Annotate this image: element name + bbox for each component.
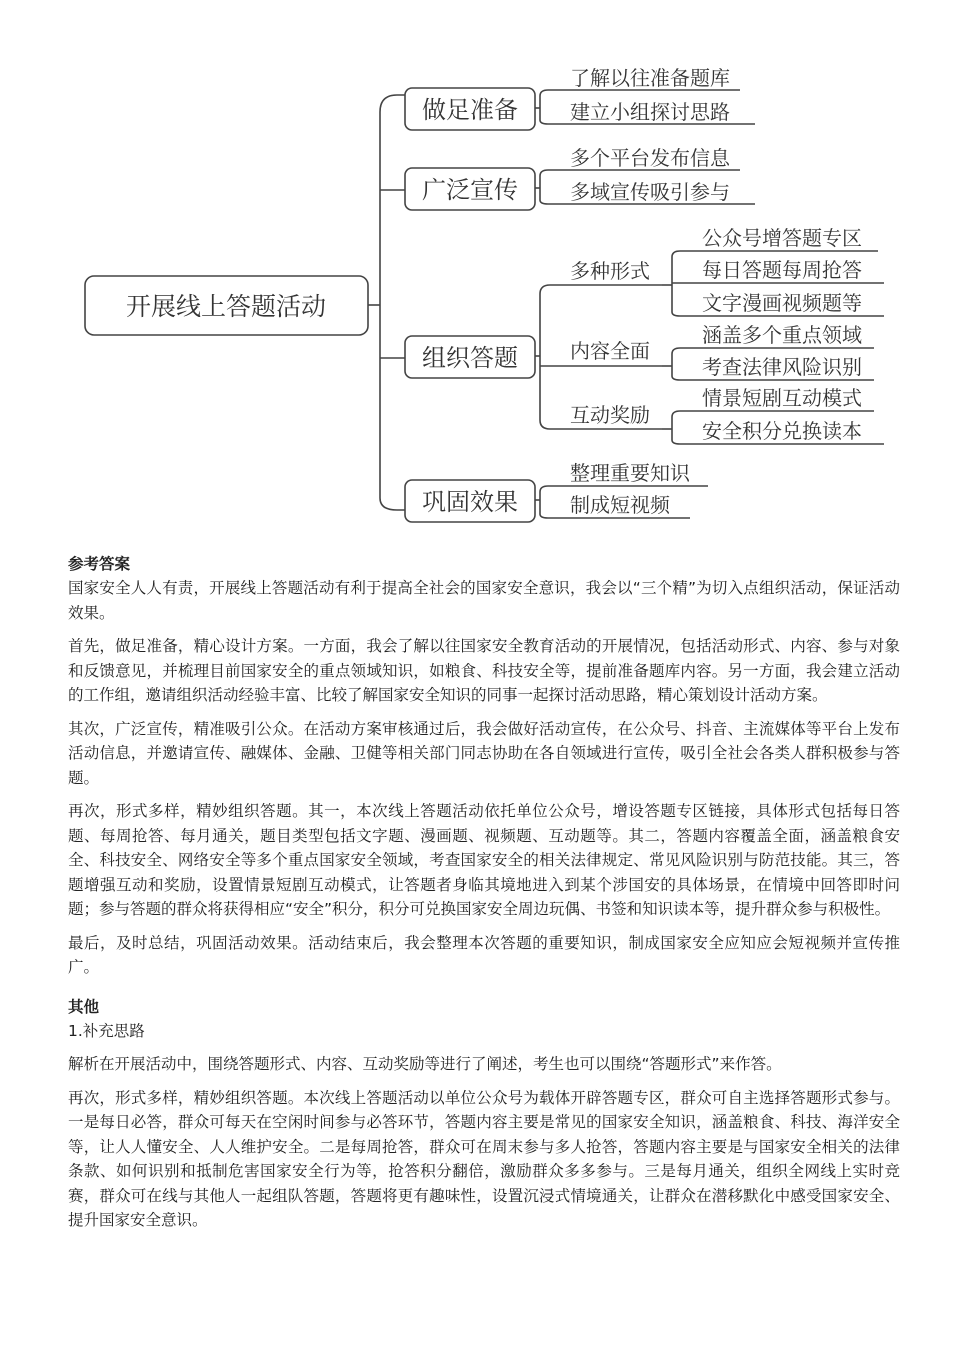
other-title: 其他 (68, 997, 100, 1016)
leaf-text: 情景短剧互动模式 (702, 386, 862, 410)
answer-paragraph: 国家安全人人有责，开展线上答题活动有利于提高全社会的国家安全意识，我会以“三个精”为切入点组织活动，保证活动效果。 (68, 579, 900, 622)
leaf-text: 制成短视频 (570, 493, 670, 517)
answer-paragraph: 其次，广泛宣传，精准吸引公众。在活动方案审核通过后，我会做好活动宣传，在公众号、抖音、主流媒体等平台上发布活动信息，并邀请宣传、融媒体、金融、卫健等相关部门同志协助在各自领域进行宣传，吸引全社会各类人群积极参与答题。 (68, 719, 900, 787)
leaf-text: 整理重要知识 (570, 461, 690, 485)
other-paragraph: 再次，形式多样，精妙组织答题。本次线上答题活动以单位公众号为载体开辟答题专区，群众可自主选择答题形式参与。一是每日必答，群众可每天在空闲时间参与必答环节，答题内容主要是常见的国家安全知识，涵盖粮食、科技、海洋安全等，让人人懂安全、人人维护安全。二是每周抢答，群众可在周末参与多人抢答，答题内容主要是与国家安全相关的法律条款、如何识别和抵制危害国家安全行为等，抢答积分翻倍，激励群众多多参与。三是每月通关，组织全网线上实时竞赛，群众可在线与其他人一起组队答题，答题将更有趣味性，设置沉浸式情境通关，让群众在潜移默化中感受国家安全、提升国家安全意识。 (68, 1088, 900, 1229)
leaf-text: 建立小组探讨思路 (570, 100, 730, 124)
branch-label-organize: 组织答题 (422, 344, 518, 372)
subgroup-label: 内容全面 (570, 339, 650, 363)
root-label: 开展线上答题活动 (125, 292, 327, 321)
leaf-text: 涵盖多个重点领域 (702, 323, 862, 347)
leaf-text: 每日答题每周抢答 (702, 258, 862, 282)
other-paragraph: 解析在开展活动中，围绕答题形式、内容、互动奖励等进行了阐述，考生也可以围绕“答题形式”来作答。 (68, 1055, 782, 1073)
leaf-text: 考查法律风险识别 (702, 355, 862, 379)
branch-label-publicity: 广泛宣传 (422, 176, 518, 204)
branch-label-prepare: 做足准备 (422, 96, 518, 124)
leaf-text: 多个平台发布信息 (570, 146, 730, 170)
leaf-text: 了解以往准备题库 (570, 66, 730, 90)
document-body (68, 552, 900, 1242)
leaf-text: 多域宣传吸引参与 (570, 180, 730, 204)
leaf-text: 公众号增答题专区 (702, 226, 862, 250)
answer-paragraph: 最后，及时总结，巩固活动效果。活动结束后，我会整理本次答题的重要知识，制成国家安全应知应会短视频并宣传推广。 (68, 933, 900, 976)
other-subtitle: 1.补充思路 (68, 1021, 145, 1040)
answer-title: 参考答案 (68, 555, 131, 573)
branch-label-consolidate: 巩固效果 (422, 488, 518, 516)
leaf-text: 安全积分兑换读本 (702, 419, 862, 443)
subgroup-label: 多种形式 (570, 259, 650, 283)
leaf-text: 文字漫画视频题等 (702, 291, 862, 315)
mindmap-diagram (0, 0, 960, 540)
subgroup-label: 互动奖励 (570, 403, 650, 427)
answer-paragraph: 再次，形式多样，精妙组织答题。其一，本次线上答题活动依托单位公众号，增设答题专区链接，具体形式包括每日答题、每周抢答、每月通关，题目类型包括文字题、漫画题、视频题、互动题等。其二，答题内容覆盖全面，涵盖粮食安全、科技安全、网络安全等多个重点国家安全领域，考查国家安全的相关法律规定、常见风险识别与防范技能。其三，答题增强互动和奖励，设置情景短剧互动模式，让答题者身临其境地进入到某个涉国安的具体场景，在情境中回答即时问题；参与答题的群众将获得相应“安全”积分，积分可兑换国家安全周边玩偶、书签和知识读本等，提升群众参与积极性。 (68, 802, 900, 918)
answer-paragraph: 首先，做足准备，精心设计方案。一方面，我会了解以往国家安全教育活动的开展情况，包括活动形式、内容、参与对象和反馈意见，并梳理目前国家安全的重点领域知识，如粮食、科技安全等，提前准备题库内容。另一方面，我会建立活动的工作组，邀请组织活动经验丰富、比较了解国家安全知识的同事一起探讨活动思路，精心策划设计活动方案。 (68, 637, 900, 704)
